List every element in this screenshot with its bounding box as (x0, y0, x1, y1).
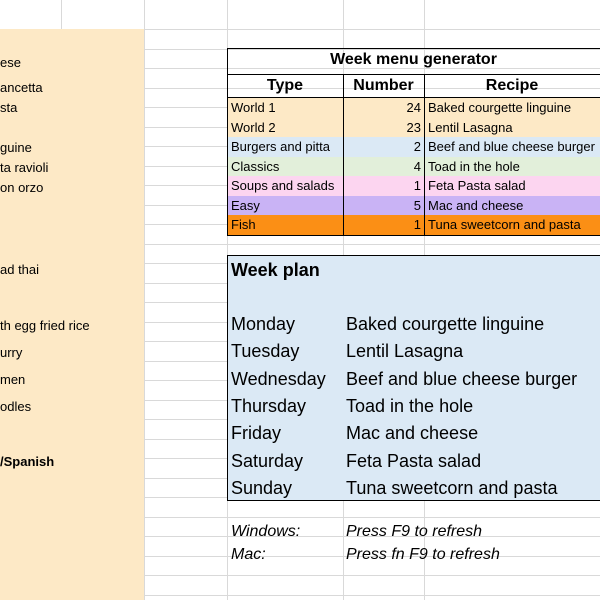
row-number: 1 (413, 178, 421, 193)
sidebar-recipe-item[interactable]: urry (0, 345, 23, 360)
column-header-number: Number (353, 77, 414, 94)
row-recipe: Lentil Lasagna (428, 119, 513, 135)
note-instruction: Press fn F9 to refresh (346, 546, 500, 563)
row-recipe: Toad in the hole (428, 158, 520, 174)
row-recipe: Baked courgette linguine (428, 100, 572, 115)
plan-meal: Beef and blue cheese burger (346, 368, 578, 389)
sidebar-recipe-item[interactable]: odles (0, 399, 32, 414)
plan-day: Saturday (231, 450, 304, 471)
row-number: 23 (406, 119, 421, 135)
table-border (227, 235, 600, 236)
plan-day: Sunday (231, 477, 293, 498)
table-border (227, 48, 228, 236)
note-platform: Mac: (231, 546, 266, 563)
table-border (227, 48, 600, 49)
row-number: 2 (413, 139, 421, 154)
sidebar-recipe-item[interactable]: ancetta (0, 80, 43, 95)
row-recipe: Mac and cheese (428, 197, 524, 213)
sidebar-recipe-item[interactable]: ese (0, 55, 21, 70)
sidebar-recipe-item[interactable]: guine (0, 140, 32, 155)
sidebar-recipe-item[interactable]: /Spanish (0, 454, 55, 469)
sidebar-recipe-item[interactable]: ta ravioli (0, 160, 49, 175)
plan-day: Thursday (231, 395, 307, 416)
column-header-type: Type (266, 77, 304, 94)
row-type: Burgers and pitta (231, 139, 331, 154)
note-instruction: Press F9 to refresh (346, 523, 483, 540)
grid-column-line (144, 0, 145, 600)
week-plan-title: Week plan (231, 260, 320, 280)
plan-meal: Toad in the hole (346, 395, 474, 416)
sidebar-recipe-item[interactable]: men (0, 372, 26, 387)
row-type: Fish (231, 217, 256, 232)
row-recipe: Feta Pasta salad (428, 178, 526, 193)
sidebar-recipe-item[interactable]: th egg fried rice (0, 318, 90, 333)
row-type: Easy (231, 197, 260, 213)
plan-meal: Mac and cheese (346, 423, 479, 444)
plan-day: Wednesday (231, 368, 326, 389)
row-type: Classics (231, 158, 280, 174)
table-border (227, 97, 600, 98)
sidebar-column (0, 29, 144, 600)
table-border (227, 74, 600, 75)
table-border (343, 74, 344, 236)
row-type: World 1 (231, 100, 276, 115)
row-type: Soups and salads (231, 178, 335, 193)
row-number: 24 (406, 100, 421, 115)
row-number: 4 (413, 158, 421, 174)
row-number: 1 (413, 217, 421, 232)
column-header-recipe: Recipe (485, 77, 539, 94)
plan-meal: Baked courgette linguine (346, 314, 545, 334)
sidebar-recipe-item[interactable]: on orzo (0, 180, 44, 195)
note-platform: Windows: (231, 523, 301, 540)
row-recipe: Beef and blue cheese burger (428, 139, 595, 154)
plan-meal: Feta Pasta salad (346, 450, 482, 471)
plan-meal: Lentil Lasagna (346, 341, 464, 362)
plan-day: Monday (231, 314, 296, 334)
sidebar-recipe-item[interactable]: ad thai (0, 262, 40, 277)
plan-day: Tuesday (231, 341, 300, 362)
row-recipe: Tuna sweetcorn and pasta (428, 217, 581, 232)
row-number: 5 (413, 197, 421, 213)
table-border (424, 74, 425, 236)
sidebar-recipe-item[interactable]: sta (0, 100, 18, 115)
table-title: Week menu generator (330, 51, 497, 68)
plan-meal: Tuna sweetcorn and pasta (346, 477, 558, 498)
row-type: World 2 (231, 119, 276, 135)
plan-day: Friday (231, 423, 282, 444)
